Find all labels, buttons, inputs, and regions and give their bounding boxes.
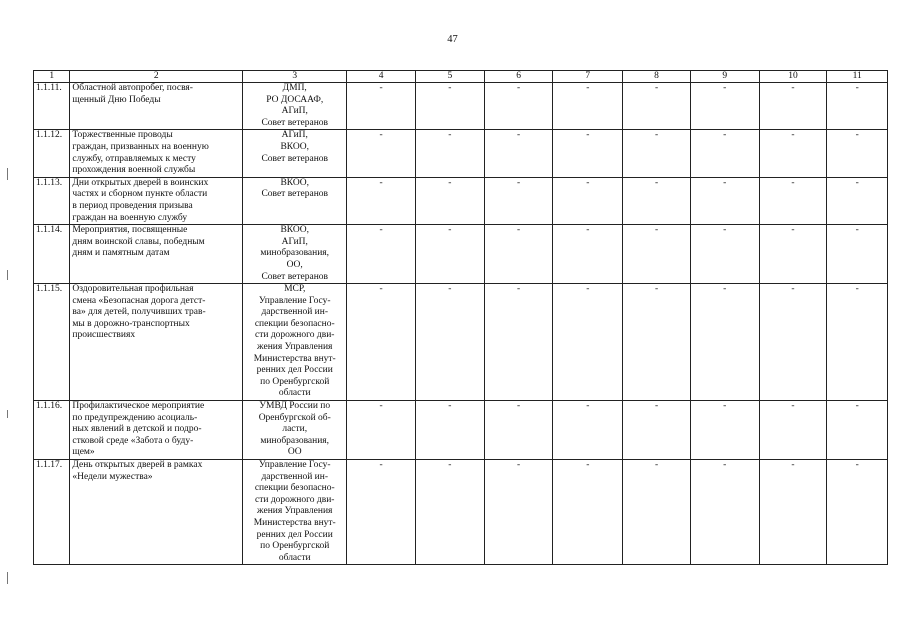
activity-name-line: День открытых дверей в рамках (72, 460, 203, 470)
executor-line: ОО (287, 447, 302, 458)
executors (243, 225, 347, 284)
value-cell: - (690, 177, 759, 224)
executor-line: Министерства внут- (253, 353, 336, 364)
value-cell: - (347, 460, 416, 565)
value-cell: - (623, 401, 691, 460)
table-row (34, 83, 888, 130)
executor-line: Совет ветеранов (261, 271, 329, 282)
value-cell: - (827, 83, 888, 130)
value-cell: - (553, 177, 623, 224)
value-cell: - (759, 460, 827, 565)
activity-name (70, 83, 243, 130)
value-cell: - (623, 130, 691, 177)
value-cell: - (553, 83, 623, 130)
activity-name-line: ных явлений в детской и подро- (72, 424, 202, 435)
executor-line: области (278, 552, 311, 563)
column-header: 2 (70, 71, 243, 83)
row-number: 1.1.16. (34, 401, 70, 460)
value-cell: - (759, 83, 827, 130)
executor-line: Министерства внут- (253, 517, 336, 528)
value-cell: - (484, 225, 553, 284)
column-header: 3 (243, 71, 347, 83)
executor-line: жения Управления (257, 342, 333, 353)
value-cell: - (484, 83, 553, 130)
row-number: 1.1.17. (34, 460, 70, 565)
value-cell: - (416, 130, 485, 177)
value-cell: - (553, 130, 623, 177)
activity-name-line: Мероприятия, посвященные (72, 225, 188, 236)
activity-name-line: стковой среде «Забота о буду- (72, 435, 194, 446)
executor-line: сти дорожного дви- (255, 494, 335, 505)
executor-line: ОО, (286, 259, 303, 270)
table-body (34, 83, 888, 565)
value-cell: - (623, 225, 691, 284)
scan-edge-mark (7, 410, 8, 418)
activity-name-line: Оздоровительная профильная (72, 284, 194, 295)
header-row (34, 71, 888, 83)
activity-name-line: Дни открытых дверей в воинских (72, 177, 209, 188)
activity-name-line: Торжественные проводы (72, 130, 173, 141)
column-header: 4 (347, 71, 416, 83)
activity-name-line: происшествиях (72, 330, 136, 341)
value-cell: - (553, 284, 623, 401)
executors (243, 284, 347, 401)
column-header: 11 (827, 71, 888, 83)
value-cell: - (690, 225, 759, 284)
value-cell: - (484, 177, 553, 224)
value-cell: - (827, 177, 888, 224)
activity-name-line: дням и памятным датам (72, 248, 170, 259)
executor-line: АГиП, (281, 130, 308, 141)
executor-line: УМВД России по (259, 401, 331, 412)
activity-name-line: щенный Дню Победы (72, 94, 161, 105)
executor-line: ласти, (282, 424, 308, 435)
row-number: 1.1.11. (34, 83, 70, 130)
activity-name-line: прохождения военной службы (72, 165, 196, 176)
row-number: 1.1.13. (34, 177, 70, 224)
executor-line: Управление Госу- (258, 295, 331, 306)
scan-edge-mark (7, 572, 8, 584)
executors (243, 401, 347, 460)
table-row (34, 284, 888, 401)
value-cell: - (347, 83, 416, 130)
activity-name-line: мы в дорожно-транспортных (72, 318, 190, 329)
activity-name (70, 401, 243, 460)
row-number: 1.1.12. (34, 130, 70, 177)
activity-name-line: по предупреждению асоциаль- (72, 412, 198, 423)
executor-line: минобразования, (260, 435, 330, 446)
column-header: 9 (690, 71, 759, 83)
value-cell: - (347, 225, 416, 284)
page-number: 47 (447, 34, 458, 45)
activities-table (33, 70, 888, 565)
value-cell: - (759, 130, 827, 177)
value-cell: - (347, 401, 416, 460)
table-row (34, 177, 888, 224)
value-cell: - (553, 225, 623, 284)
value-cell: - (484, 460, 553, 565)
activity-name-line: щем» (72, 447, 95, 458)
value-cell: - (690, 284, 759, 401)
table-header (34, 71, 888, 83)
executor-line: жения Управления (257, 506, 333, 517)
executor-line: дарственной ин- (261, 471, 328, 482)
activity-name-line: Областной автопробег, посвя- (72, 83, 193, 93)
executor-line: Совет ветеранов (261, 117, 329, 128)
column-header: 8 (623, 71, 691, 83)
table-row (34, 460, 888, 565)
executor-line: ВКОО, (280, 225, 309, 236)
value-cell: - (623, 83, 691, 130)
executor-line: АГиП, (281, 106, 308, 117)
executor-line: Оренбургской об- (258, 412, 331, 423)
executor-line: спекции безопасно- (254, 483, 335, 494)
activity-name-line: в период проведения призыва (72, 200, 193, 211)
value-cell: - (416, 83, 485, 130)
value-cell: - (827, 460, 888, 565)
executor-line: АГиП, (281, 236, 308, 247)
value-cell: - (759, 177, 827, 224)
scan-edge-mark (7, 168, 8, 180)
column-header: 6 (484, 71, 553, 83)
activity-name (70, 177, 243, 224)
column-header: 5 (416, 71, 485, 83)
value-cell: - (484, 284, 553, 401)
executor-line: сти дорожного дви- (255, 330, 335, 341)
executors (243, 177, 347, 224)
value-cell: - (690, 83, 759, 130)
executor-line: области (278, 388, 311, 399)
executor-line: спекции безопасно- (254, 318, 335, 329)
value-cell: - (347, 284, 416, 401)
activity-name-line: смена «Безопасная дорога детст- (72, 295, 206, 306)
activity-name-line: граждан на военную службу (72, 212, 188, 223)
value-cell: - (347, 177, 416, 224)
executor-line: ДМП, (282, 83, 307, 93)
executor-line: ренних дел России (256, 529, 333, 540)
scan-edge-mark (7, 270, 8, 280)
executors (243, 460, 347, 565)
value-cell: - (827, 284, 888, 401)
executor-line: ВКОО, (280, 177, 309, 188)
executors (243, 83, 347, 130)
value-cell: - (553, 401, 623, 460)
executor-line: Совет ветеранов (261, 153, 329, 164)
column-header: 7 (553, 71, 623, 83)
activity-name-line: граждан, призванных на военную (72, 141, 209, 152)
value-cell: - (416, 284, 485, 401)
executor-line: ренних дел России (256, 365, 333, 376)
value-cell: - (623, 177, 691, 224)
activity-name-line: службу, отправляемых к месту (72, 153, 196, 164)
value-cell: - (690, 130, 759, 177)
value-cell: - (827, 401, 888, 460)
value-cell: - (416, 460, 485, 565)
executor-line: дарственной ин- (261, 307, 328, 318)
value-cell: - (759, 225, 827, 284)
executor-line: по Оренбургской (260, 541, 330, 552)
value-cell: - (690, 401, 759, 460)
value-cell: - (416, 401, 485, 460)
table-row (34, 401, 888, 460)
executor-line: МСР, (284, 284, 306, 295)
value-cell: - (484, 130, 553, 177)
activity-name (70, 284, 243, 401)
value-cell: - (347, 130, 416, 177)
value-cell: - (416, 225, 485, 284)
activity-name-line: ва» для детей, получивших трав- (72, 307, 206, 318)
value-cell: - (690, 460, 759, 565)
value-cell: - (759, 284, 827, 401)
activity-name (70, 225, 243, 284)
value-cell: - (827, 225, 888, 284)
executors (243, 130, 347, 177)
value-cell: - (623, 284, 691, 401)
executor-line: Управление Госу- (258, 460, 331, 470)
activity-name-line: «Недели мужества» (72, 471, 153, 482)
value-cell: - (827, 130, 888, 177)
value-cell: - (623, 460, 691, 565)
activity-name (70, 460, 243, 565)
executor-line: ВКОО, (280, 141, 309, 152)
value-cell: - (416, 177, 485, 224)
executor-line: Совет ветеранов (261, 189, 329, 200)
executor-line: минобразования, (260, 248, 330, 259)
executor-line: по Оренбургской (260, 376, 330, 387)
activity-name (70, 130, 243, 177)
table-row (34, 225, 888, 284)
row-number: 1.1.14. (34, 225, 70, 284)
value-cell: - (484, 401, 553, 460)
activity-name-line: Профилактическое мероприятие (72, 401, 205, 412)
value-cell: - (553, 460, 623, 565)
table-row (34, 130, 888, 177)
value-cell: - (759, 401, 827, 460)
activity-name-line: дням воинской славы, победным (72, 236, 205, 247)
column-header: 1 (34, 71, 70, 83)
row-number: 1.1.15. (34, 284, 70, 401)
executor-line: РО ДОСААФ, (266, 94, 324, 105)
column-header: 10 (759, 71, 827, 83)
activity-name-line: частях и сборном пункте области (72, 189, 208, 200)
